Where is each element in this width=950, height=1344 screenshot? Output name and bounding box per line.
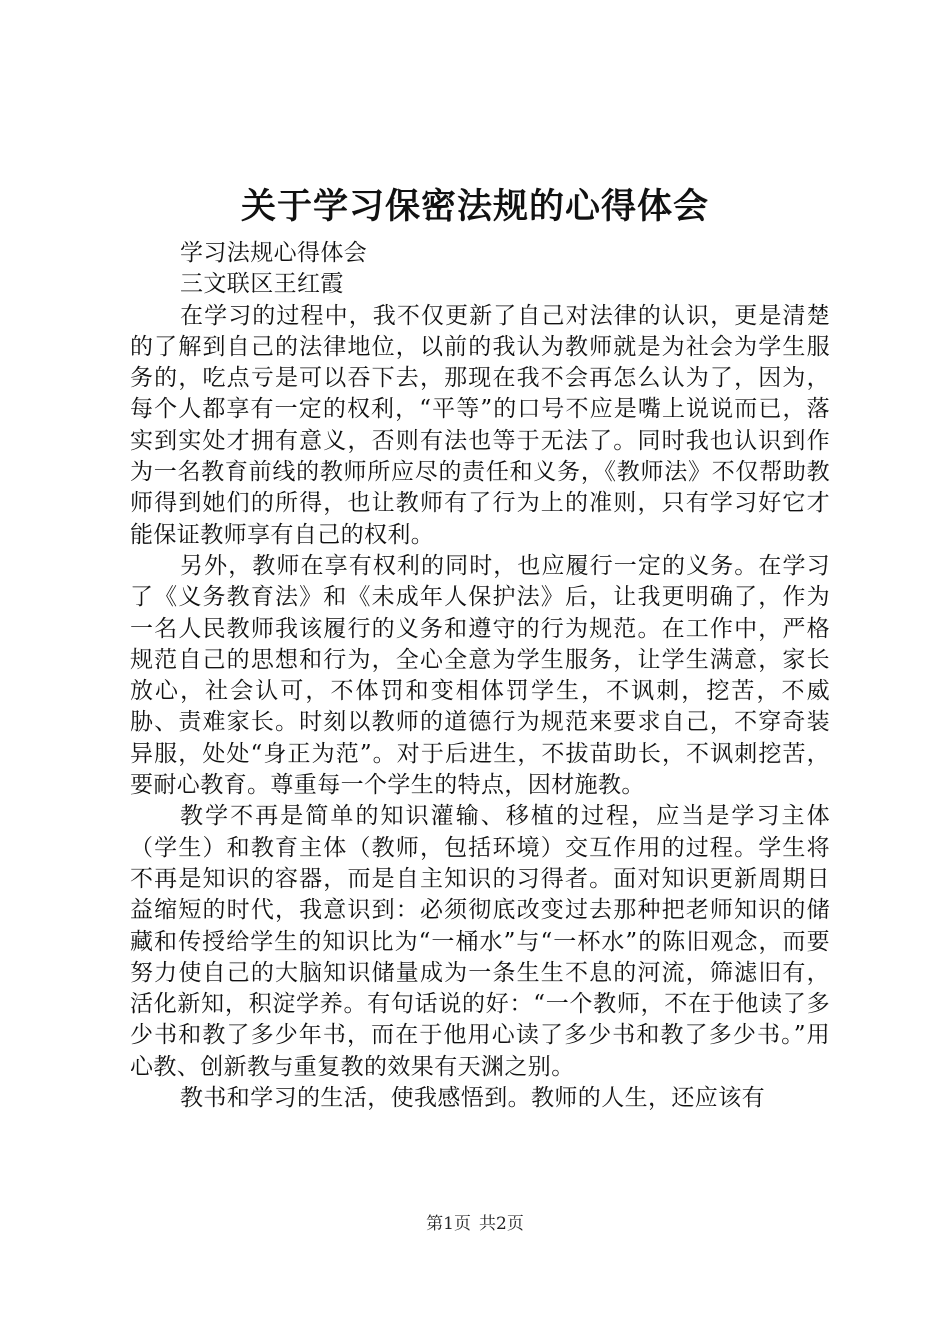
page-total: 共2页 [479, 1214, 524, 1234]
page-number: 第1页 [426, 1214, 471, 1234]
body-paragraph: 教书和学习的生活，使我感悟到。教师的人生，还应该有 [180, 1085, 765, 1112]
document-body [130, 238, 830, 1114]
document-subtitle: 学习法规心得体会 [180, 240, 368, 266]
document-author: 三文联区王红霞 [180, 271, 344, 298]
body-paragraph: 在学习的过程中，我不仅更新了自己对法律的认识，更是清楚的了解到自己的法律地位，以前的我认为教师就是为社会为学生服务的，吃点亏是可以吞下去，那现在我不会再怎么认为了，因为，每个人都享有一定的权利，“平等”的口号不应是嘴上说说而已，落实到实处才拥有意义，否则有法也等于无法了。同时我也认识到作为一名教育前线的教师所应尽的责任和义务，《教师法》不仅帮助教师得到她们的所得，也让教师有了行为上的准则，只有学习好它才能保证教师享有自己的权利。 [130, 302, 830, 548]
body-paragraph: 教学不再是简单的知识灌输、移植的过程，应当是学习主体（学生）和教育主体（教师，包括环境）交互作用的过程。学生将不再是知识的容器，而是自主知识的习得者。面对知识更新周期日益缩短的时代，我意识到：必须彻底改变过去那种把老师知识的储藏和传授给学生的知识比为“一桶水”与“一杯水”的陈旧观念，而要努力使自己的大脑知识储量成为一条生生不息的河流，筛滤旧有，活化新知，积淀学养。有句话说的好：“一个教师，不在于他读了多少书和教了多少年书，而在于他用心读了多少书和教了多少书。”用心教、创新教与重复教的效果有天渊之别。 [130, 803, 830, 1080]
body-paragraph: 另外，教师在享有权利的同时，也应履行一定的义务。在学习了《义务教育法》和《未成年人保护法》后，让我更明确了，作为一名人民教师我该履行的义务和遵守的行为规范。在工作中，严格规范自己的思想和行为，全心全意为学生服务，让学生满意，家长放心，社会认可，不体罚和变相体罚学生，不讽刺，挖苦，不威胁、责难家长。时刻以教师的道德行为规范来要求自己，不穿奇装异服，处处“身正为范”。对于后进生，不拔苗助长，不讽刺挖苦，要耐心教育。尊重每一个学生的特点，因材施教。 [130, 552, 830, 799]
document-title: 关于学习保密法规的心得体会 [240, 186, 709, 227]
page-footer [0, 1212, 950, 1236]
